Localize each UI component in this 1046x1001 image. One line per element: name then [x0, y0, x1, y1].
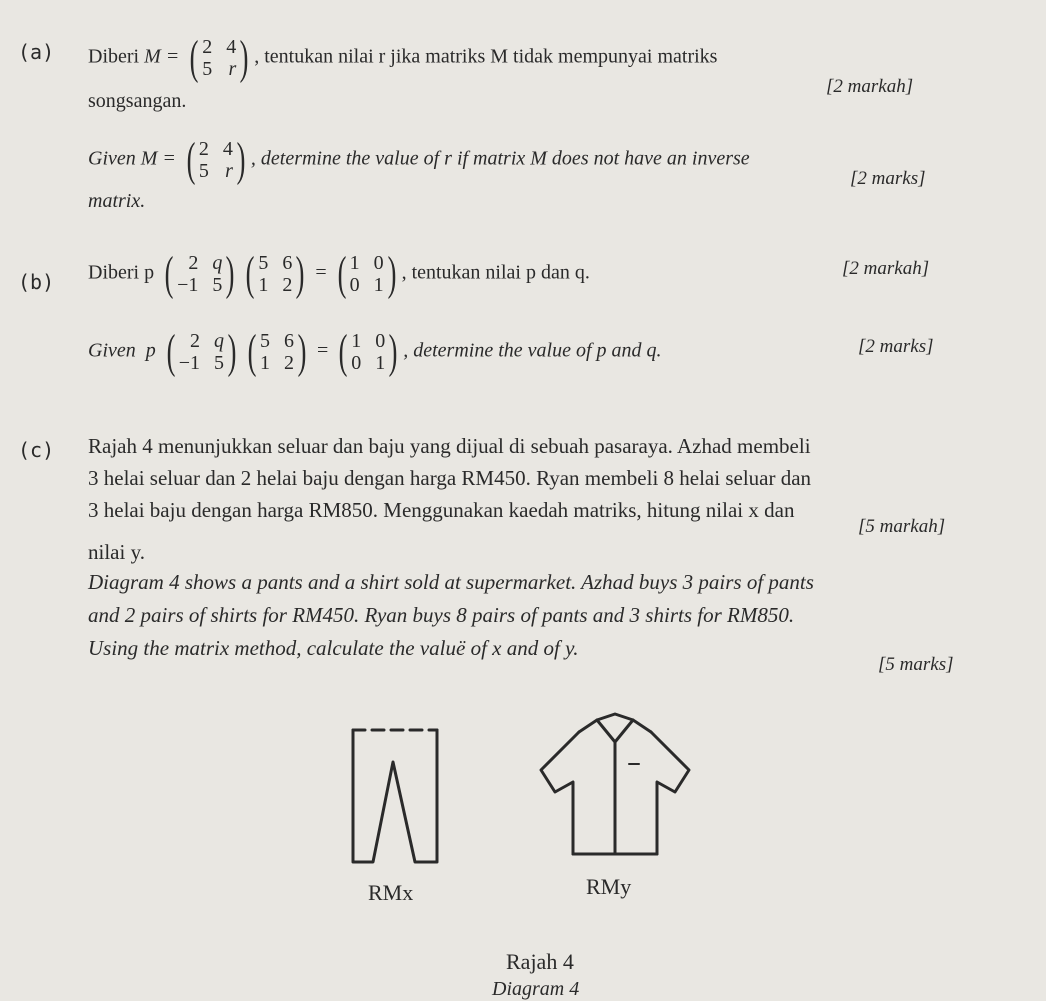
part-a-malay-marks: [2 markah] — [826, 76, 914, 97]
part-b-eng-given: Given — [88, 339, 136, 362]
matrix-cell: 0 — [351, 352, 362, 374]
matrix-b-malay: ( 5 6 1 2 ) — [245, 247, 305, 300]
part-b-malay-given: Diberi p — [88, 261, 155, 284]
part-b-eng-text: , determine the value of p and q. — [403, 339, 662, 362]
matrix-cell: 5 — [198, 160, 209, 182]
part-b-malay-marks: [2 markah] — [842, 258, 930, 279]
matrix-cell: 4 — [226, 36, 237, 58]
matrix-a-malay: ( 2 q −1 5 ) — [164, 247, 235, 300]
matrix-cell: 1 — [351, 330, 362, 352]
part-a-malay-text: , tentukan nilai r jika matriks M tidak mempunyai matriks — [254, 45, 718, 68]
matrix-cell: 0 — [375, 330, 386, 352]
matrix-cell: 6 — [282, 252, 293, 274]
matrix-cell: 2 — [190, 330, 201, 352]
part-b-malay-text: , tentukan nilai p dan q. — [401, 261, 590, 284]
part-c-malay-line2: 3 helai seluar dan 2 helai baju dengan harga RM450. Ryan membeli 8 helai seluar dan — [88, 466, 812, 490]
matrix-cell: 2 — [188, 252, 199, 274]
part-c-eng-line2: and 2 pairs of shirts for RM450. Ryan buys 8 pairs of pants and 3 shirts for RM850. — [88, 603, 795, 627]
matrix-b-english: ( 5 6 1 2 ) — [247, 325, 307, 378]
matrix-cell: 0 — [349, 274, 360, 296]
part-c-eng-line1: Diagram 4 shows a pants and a shirt sold at supermarket. Azhad buys 3 pairs of pants — [88, 570, 814, 594]
matrix-cell: 1 — [349, 252, 360, 274]
part-a-malay-line1 — [88, 31, 718, 84]
matrix-cell: 2 — [284, 352, 294, 374]
matrix-cell: 5 — [202, 58, 213, 80]
matrix-cell: q — [214, 330, 225, 352]
matrix-cell: 5 — [212, 274, 223, 296]
matrix-cell: 0 — [373, 252, 384, 274]
part-a-eng-m-label: M = — [140, 147, 176, 170]
matrix-cell: 1 — [375, 352, 386, 374]
matrix-cell: 2 — [202, 36, 213, 58]
part-a-eng-given: Given — [88, 147, 136, 170]
part-a-eng-text: , determine the value of r if matrix M does not have an inverse — [250, 147, 750, 170]
matrix-identity-malay: ( 1 0 0 1 ) — [337, 247, 396, 300]
part-b-eng-line — [88, 325, 662, 378]
matrix-cell: 4 — [222, 138, 233, 160]
figure-caption-english: Diagram 4 — [492, 978, 580, 1000]
part-a-malay-line2: songsangan. — [88, 90, 187, 112]
matrix-m-english: ( 2 4 5 r ) — [186, 133, 246, 186]
pants-illustration — [345, 722, 445, 872]
matrix-a-english: ( 2 q −1 5 ) — [166, 325, 237, 378]
shirt-price-label: RMy — [586, 874, 632, 899]
part-a-eng-line1 — [88, 133, 750, 186]
part-c-malay-line4: nilai y. — [88, 540, 145, 564]
equals-sign: = — [316, 339, 329, 362]
matrix-m-malay: ( 2 4 5 r ) — [189, 31, 249, 84]
equals-sign: = — [315, 261, 327, 284]
matrix-cell: 5 — [258, 252, 269, 274]
shirt-illustration — [535, 712, 695, 862]
part-c-label: (c) — [18, 438, 55, 462]
part-b-eng-p: p — [145, 339, 156, 362]
matrix-cell: 1 — [373, 274, 384, 296]
figure-caption-malay: Rajah 4 — [506, 949, 574, 974]
matrix-cell: q — [212, 252, 223, 274]
matrix-cell: −1 — [177, 274, 199, 296]
part-b-eng-marks: [2 marks] — [858, 336, 934, 357]
matrix-cell: 1 — [260, 352, 270, 374]
part-a-label: (a) — [18, 40, 55, 64]
matrix-identity-english: ( 1 0 0 1 ) — [338, 325, 398, 378]
matrix-cell: 2 — [282, 274, 293, 296]
part-a-eng-line2: matrix. — [88, 190, 146, 212]
matrix-cell: r — [225, 160, 233, 182]
pants-price-label: RMx — [368, 880, 414, 905]
part-a-malay-m-label: M = — [144, 45, 180, 68]
matrix-cell: 2 — [198, 138, 209, 160]
part-c-eng-line3: Using the matrix method, calculate the valuë of x and of y. — [88, 636, 579, 660]
part-a-eng-marks: [2 marks] — [850, 168, 926, 189]
part-c-eng-marks: [5 marks] — [878, 654, 954, 675]
matrix-cell: 5 — [214, 352, 225, 374]
part-c-malay-line1: Rajah 4 menunjukkan seluar dan baju yang dijual di sebuah pasaraya. Azhad membeli — [88, 434, 811, 458]
part-a-malay-given: Diberi — [88, 45, 140, 68]
part-b-malay-line — [88, 247, 590, 300]
matrix-cell: r — [228, 58, 237, 80]
matrix-cell: −1 — [178, 352, 201, 374]
matrix-cell: 6 — [284, 330, 294, 352]
part-b-label: (b) — [18, 270, 55, 294]
matrix-cell: 1 — [258, 274, 269, 296]
part-c-malay-marks: [5 markah] — [858, 516, 946, 537]
part-c-malay-line3: 3 helai baju dengan harga RM850. Menggunakan kaedah matriks, hitung nilai x dan — [88, 498, 795, 522]
matrix-cell: 5 — [260, 330, 270, 352]
